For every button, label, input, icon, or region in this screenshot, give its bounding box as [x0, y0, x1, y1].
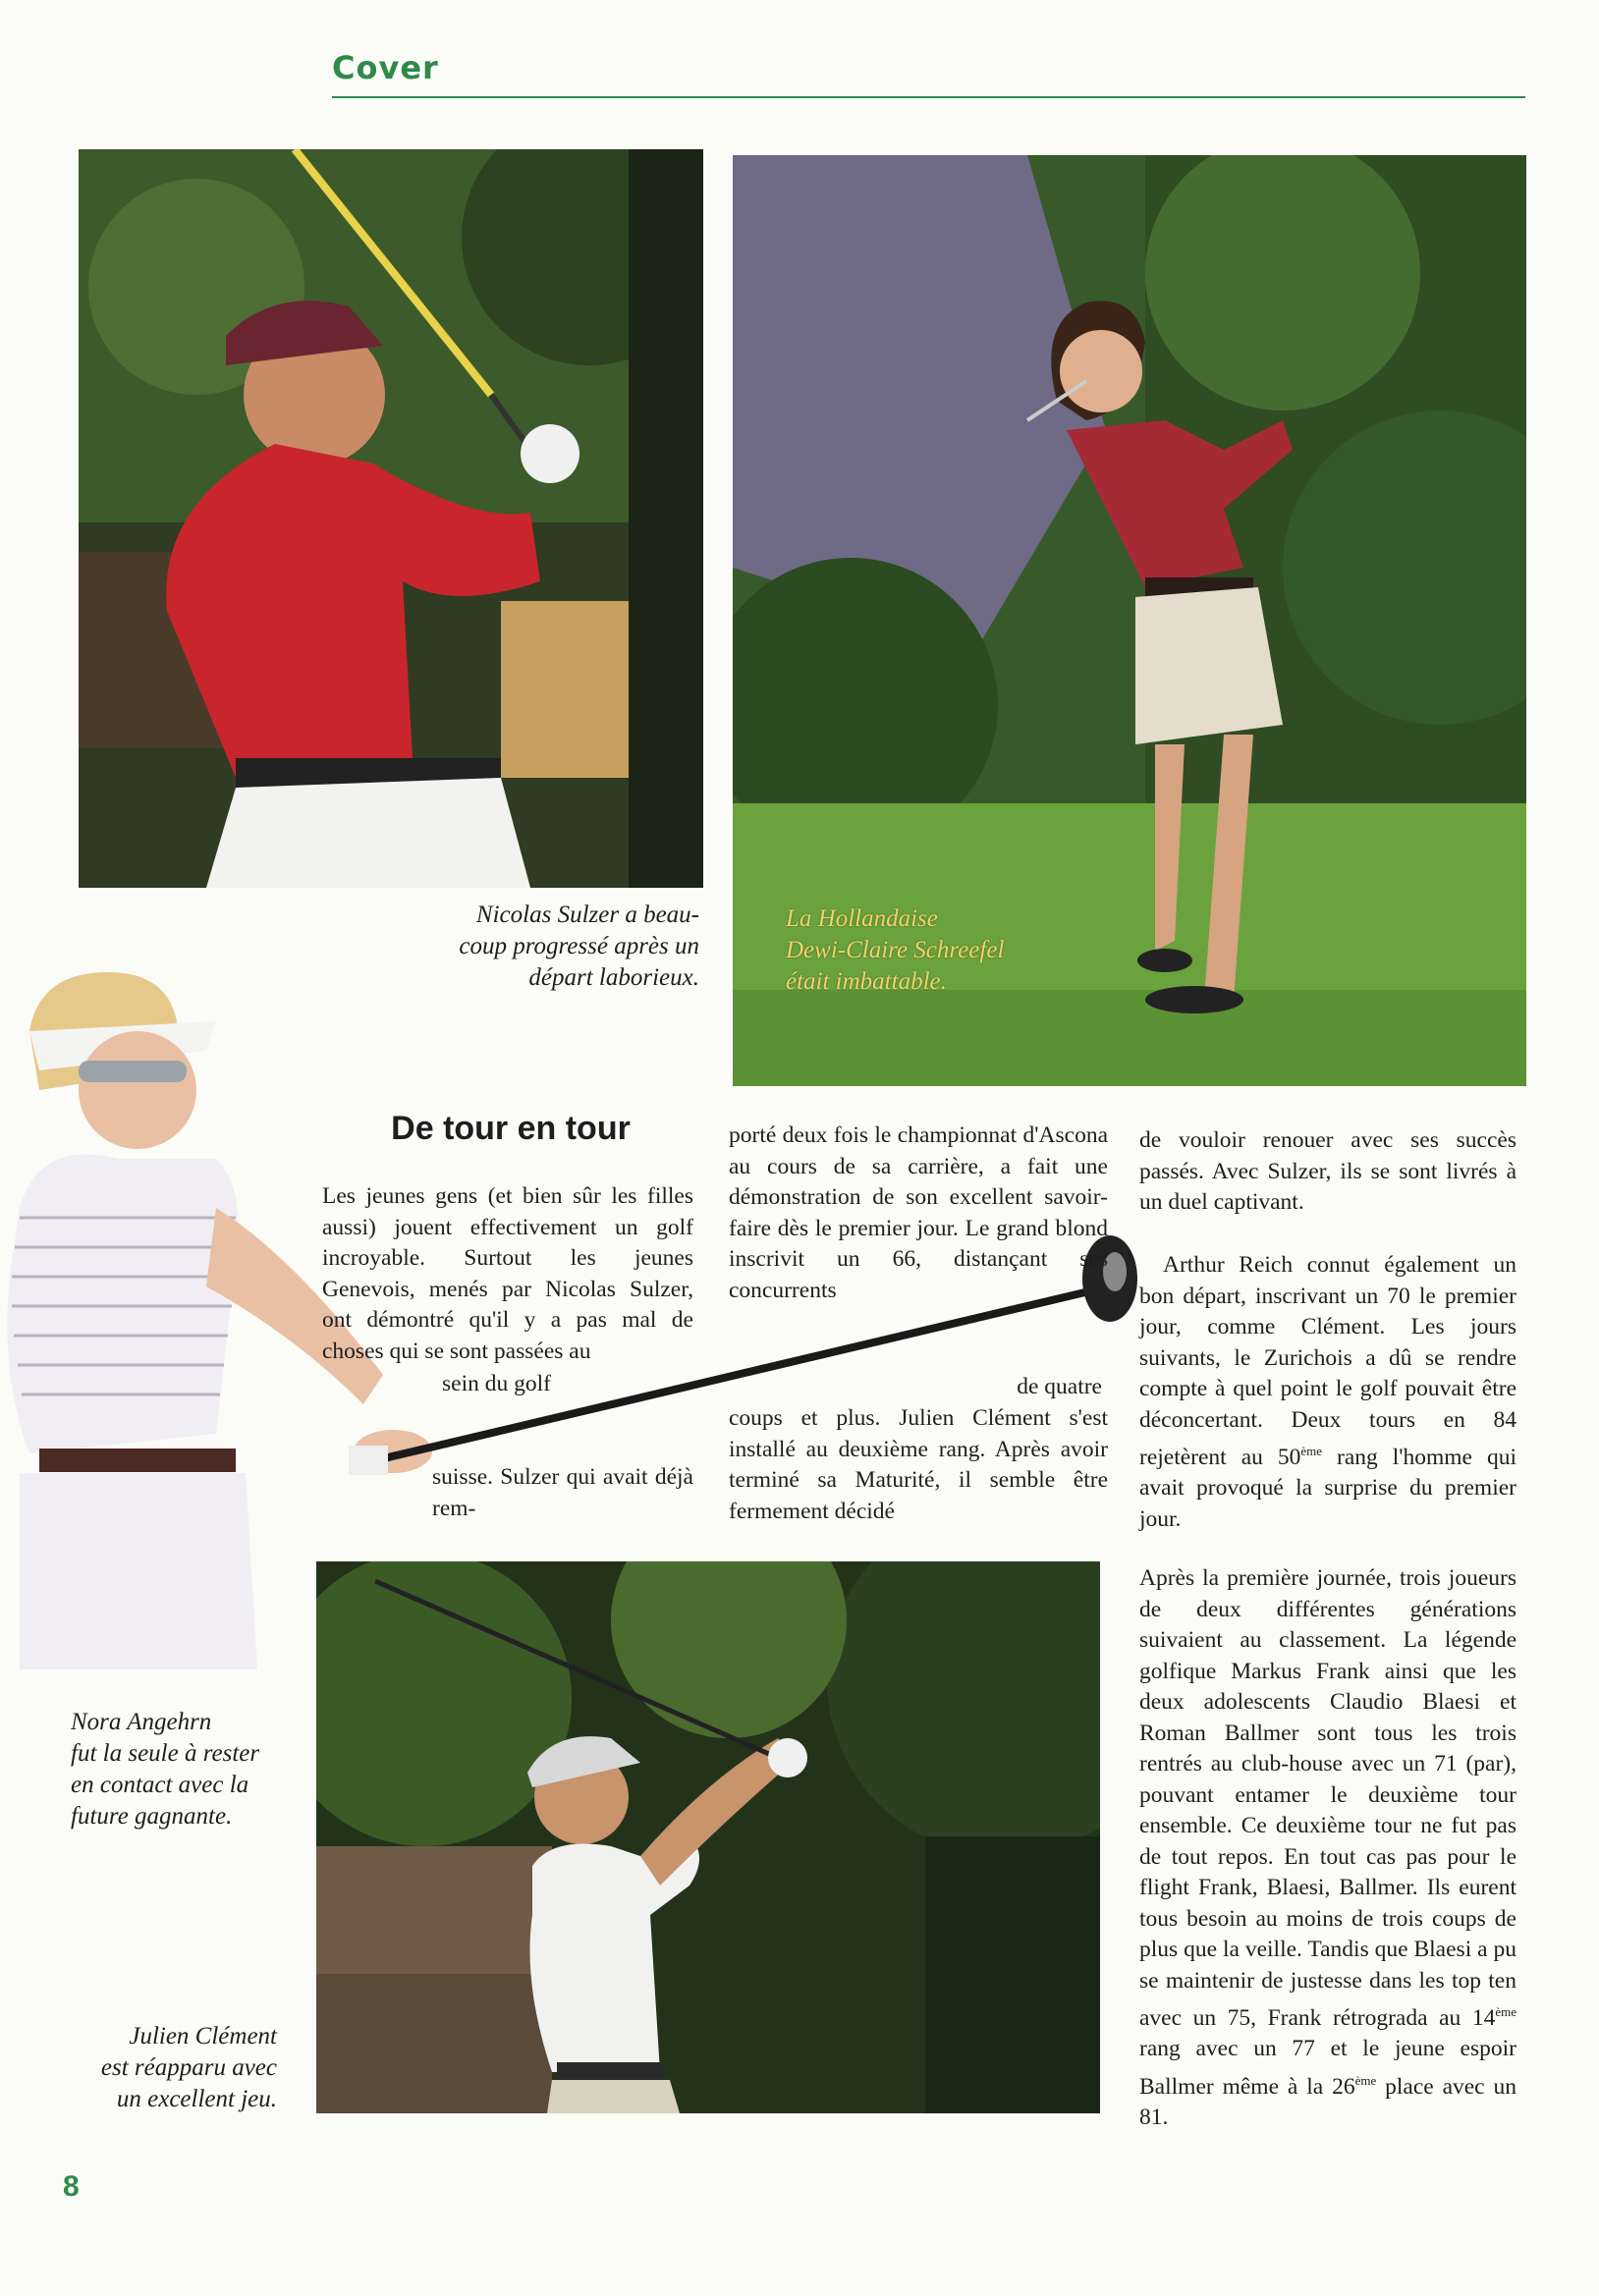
- rank-suffix: ème: [1354, 2072, 1377, 2088]
- caption-line: La Hollandaise: [786, 905, 938, 932]
- article-column-3-p3: [1139, 1563, 1516, 2134]
- article-title: De tour en tour: [391, 1110, 631, 1147]
- caption-line: Julien Clément: [129, 2023, 277, 2050]
- article-column-3: [1139, 1125, 1516, 1219]
- caption-line: est réapparu avec: [100, 2054, 277, 2081]
- article-text: Arthur Reich connut également un bon départ, inscrivant un 70 le premier jour, comme Clément. Les jours suivants, le Zurichois a dû se rendre compte à quel point le golf pouvait être déconcertant. Deux tours en 84 rejetèrent au: [1139, 1252, 1516, 1470]
- rank-number: 50: [1277, 1444, 1301, 1470]
- caption-angehrn: [71, 1707, 346, 1832]
- article-column-1-end: [432, 1462, 693, 1524]
- rank-suffix: ème: [1495, 2004, 1516, 2019]
- caption-line: Dewi-Claire Schreefel: [786, 937, 1005, 963]
- article-text: de quatre: [1017, 1374, 1102, 1399]
- article-text: porté deux fois le championnat d'Ascona au cours de sa carrière, a fait une démonstration de son excellent savoir-faire dès le premier jour. Le grand blond inscrivit un 66, distançant ses concurrents: [729, 1122, 1108, 1303]
- article-text: sein du golf: [442, 1371, 551, 1396]
- rank-number: 26: [1332, 2073, 1355, 2100]
- article-paragraph: [1139, 1250, 1516, 1535]
- article-paragraph: [1139, 1563, 1516, 2134]
- photo-clement: [316, 1561, 1100, 2113]
- rank-suffix: ème: [1300, 1444, 1323, 1458]
- article-text: place avec un 81.: [1139, 2073, 1516, 2131]
- page-number: 8: [63, 2170, 80, 2203]
- caption-line: fut la seule à rester: [71, 1740, 260, 1767]
- caption-line: un excellent jeu.: [116, 2086, 277, 2112]
- caption-line: Nora Angehrn: [71, 1709, 212, 1735]
- article-column-2: [729, 1121, 1108, 1306]
- article-text: de vouloir renouer avec ses succès passés. Avec Sulzer, ils se sont livrés à un duel captivant.: [1139, 1127, 1516, 1215]
- caption-line: Nicolas Sulzer a beau-: [475, 902, 699, 928]
- article-column-3-p2: [1139, 1250, 1516, 1535]
- caption-line: était imbattable.: [786, 968, 947, 995]
- caption-clement: [39, 2021, 277, 2115]
- article-text: rang l'homme qui avait provoqué la surprise du premier jour.: [1139, 1444, 1516, 1532]
- header-rule: [332, 96, 1525, 98]
- article-column-2-end: [729, 1403, 1108, 1527]
- photo-sulzer: [79, 149, 703, 888]
- rank-number: 14: [1471, 2004, 1496, 2031]
- article-text: coups et plus. Julien Clément s'est installé au deuxième rang. Après avoir terminé sa Maturité, il semble être fermement décidé: [729, 1405, 1108, 1524]
- caption-line: en contact avec la: [71, 1772, 249, 1798]
- article-text: Les jeunes gens (et bien sûr les filles aussi) jouent effectivement un golf incroyable. Surtout les jeunes Genevois, menés par Nicolas Sulzer, ont démontré qu'il y a pas mal de choses qui se sont passées au: [322, 1183, 693, 1364]
- article-text: Après la première journée, trois joueurs de deux différentes générations suivaient au classement. La légende golfique Markus Frank ainsi que les deux adolescents Claudio Blaesi et Roman Ballmer sont tous les trois rentrés au club-house avec un 71 (par), pouvant entamer le deuxième tour ensemble. Ce deuxième tour ne fut pas de tout repos. En tout cas pas pour le flight Frank, Blaesi, Ballmer. Ils eurent tous besoin au moins de trois coups de plus que la veille. Tandis que Blaesi a pu se maintenir de justesse dans les top ten avec un 75, Frank rétrograda au: [1139, 1565, 1516, 2031]
- article-column-1-cont: [442, 1369, 693, 1400]
- section-label: Cover: [332, 49, 439, 86]
- article-column-2-cont: [965, 1372, 1102, 1403]
- caption-line: départ laborieux.: [528, 964, 699, 991]
- article-column-1: [322, 1181, 693, 1367]
- caption-line: coup progressé après un: [459, 933, 699, 959]
- article-text: rang avec un 77 et le jeune espoir Ballmer même à la: [1139, 2036, 1516, 2100]
- caption-line: future gagnante.: [71, 1803, 233, 1830]
- article-text: suisse. Sulzer qui avait déjà rem-: [432, 1464, 693, 1521]
